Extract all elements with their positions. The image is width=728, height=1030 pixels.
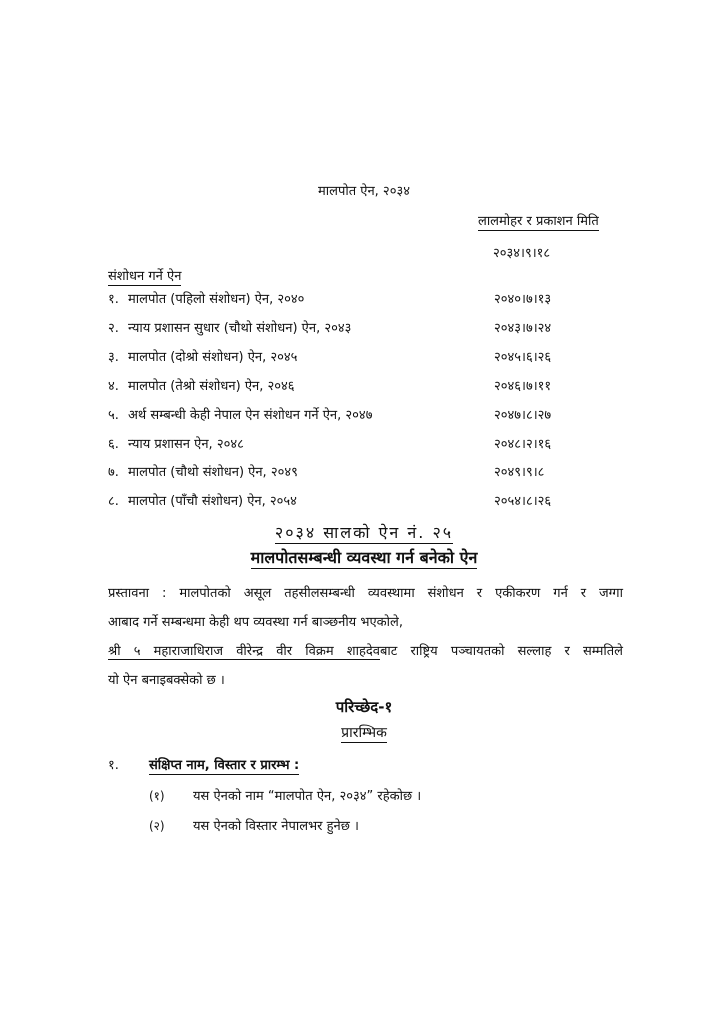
act-title [0, 546, 728, 568]
document-title: मालपोत ऐन, २०३४ [318, 184, 410, 199]
section-title-text: संक्षिप्त नाम, विस्तार र प्रारम्भ : [149, 758, 300, 773]
enactment-line: यो ऐन बनाइबक्सेको छ । [108, 673, 225, 688]
amendment-number: ५. [108, 408, 119, 423]
amendment-row [108, 347, 628, 367]
publication-date: २०३४।९।१८ [493, 246, 551, 261]
amendment-name: न्याय प्रशासन सुधार (चौथो संशोधन) ऐन, २०४३ [128, 321, 352, 336]
amendment-number: २. [108, 321, 119, 336]
amendment-date: २०४६।७।११ [494, 379, 552, 394]
amendment-date: २०४७।८।२७ [494, 408, 552, 423]
subsection-number: (२) [149, 819, 165, 833]
amendment-date: २०४९।९।८ [494, 465, 545, 480]
amendments-heading: संशोधन गर्ने ऐन [108, 266, 181, 286]
amendment-number: ७. [108, 465, 119, 480]
preamble-line: प्रस्तावना : मालपोतको असूल तहसीलसम्बन्धी व्यवस्थामा संशोधन र एकीकरण गर्न र जग्गा [108, 586, 623, 601]
amendment-name: अर्थ सम्बन्धी केही नेपाल ऐन संशोधन गर्ने ऐन, २०४७ [128, 408, 373, 423]
amendment-row [108, 462, 628, 482]
chapter-subtitle [0, 723, 728, 742]
amendment-row [108, 376, 628, 396]
amendment-date: २०५४।८।२६ [494, 494, 552, 509]
amendment-date: २०४५।६।२६ [494, 350, 552, 365]
amendment-row [108, 434, 628, 454]
subsection-number: (१) [149, 789, 165, 803]
section-title [149, 755, 299, 773]
amendment-name: मालपोत (दोश्रो संशोधन) ऐन, २०४५ [128, 350, 298, 365]
amendment-name: मालपोत (चौथो संशोधन) ऐन, २०४९ [128, 465, 298, 480]
amendment-date: २०४८।२।१६ [494, 437, 552, 452]
act-number-text: २०३४ सालको ऐन नं. २५ [274, 523, 454, 542]
subsection-text: यस ऐनको नाम “मालपोत ऐन, २०३४” रहेकोछ । [193, 789, 422, 804]
amendment-number: ४. [108, 379, 119, 394]
section-number: १. [108, 758, 119, 773]
subsection-text: यस ऐनको विस्तार नेपालभर हुनेछ । [193, 819, 359, 834]
enactor-name: श्री ५ महाराजाधिराज वीरेन्द्र वीर विक्रम शाहदेव [108, 644, 380, 659]
act-title-text: मालपोतसम्बन्धी व्यवस्था गर्न बनेको ऐन [250, 548, 478, 567]
amendment-row [108, 318, 628, 338]
enactment-text: बाट राष्ट्रिय पञ्चायतको सल्लाह र सम्मतिले [380, 644, 623, 659]
amendment-number: ६. [108, 437, 119, 452]
amendment-number: १. [108, 292, 119, 307]
amendment-row [108, 289, 628, 309]
amendment-name: मालपोत (पहिलो संशोधन) ऐन, २०४० [128, 292, 305, 307]
preamble-line: आबाद गर्ने सम्बन्धमा केही थप व्यवस्था गर्न बाञ्छनीय भएकोले, [108, 615, 403, 630]
amendment-row [108, 405, 628, 425]
amendment-row [108, 491, 628, 511]
amendment-name: मालपोत (तेश्रो संशोधन) ऐन, २०४६ [128, 379, 295, 394]
enactment-line [108, 641, 623, 659]
amendment-name: मालपोत (पाँचौ संशोधन) ऐन, २०५४ [128, 494, 297, 509]
amendment-date: २०४०।७।१३ [494, 292, 552, 307]
amendment-number: ३. [108, 350, 119, 365]
amendment-date: २०४३।७।२४ [494, 321, 552, 336]
act-number [0, 521, 728, 543]
amendment-number: ८. [108, 494, 119, 509]
chapter-title: परिच्छेद-१ [335, 698, 393, 716]
chapter-subtitle-text: प्रारम्भिक [341, 725, 387, 741]
amendment-name: न्याय प्रशासन ऐन, २०४८ [128, 437, 244, 452]
publication-date-label: लालमोहर र प्रकाशन मिति [478, 211, 599, 231]
